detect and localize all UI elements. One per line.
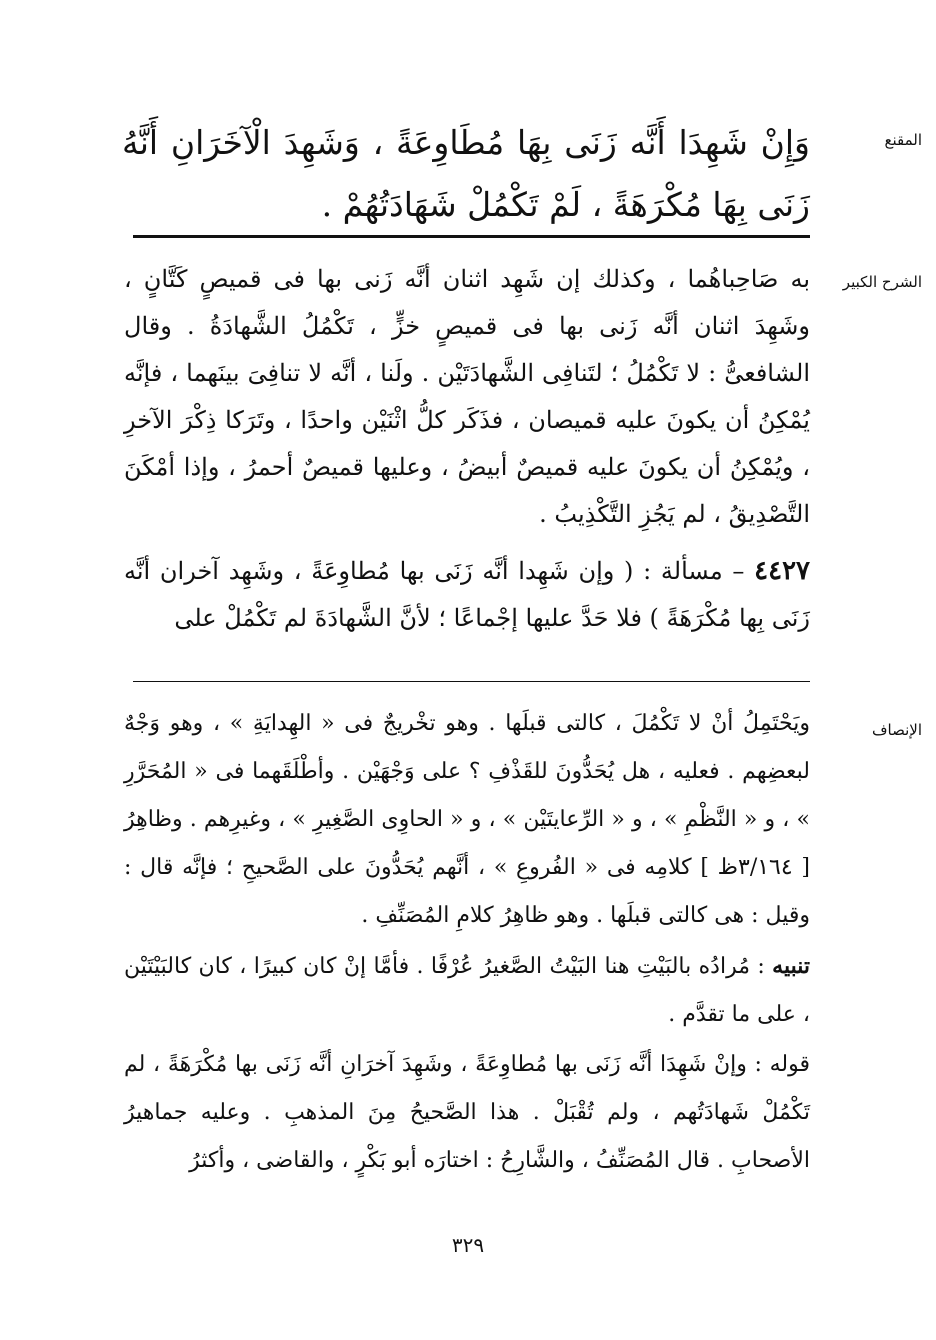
tanbih-text: : مُرادُه بالبَيْتِ هنا البَيْتُ الصَّغيرُ عُرْفًا . فأمَّا إنْ كان كبيرًا ، كان كالبَيْتَيْن ، على ما تقدَّم . <box>124 954 810 1027</box>
muqni-paragraph: وَإِنْ شَهِدَا أَنَّه زَنَى بِهَا مُطَاوِعَةً ، وَشَهِدَ الْآخَرَانِ أَنَّهُ زَنَى بِهَا مُكْرَهَةً ، لَمْ تَكْمُلْ شَهَادَتُهُمْ . <box>122 123 810 224</box>
tanbih-label: تنبيه <box>772 953 810 979</box>
tanbih-paragraph <box>124 942 810 1039</box>
masala-number: ٤٤٢٧ <box>754 556 810 586</box>
sharh-text <box>124 256 810 642</box>
masala-text: – مسألة : ( وإن شَهِدا أنَّه زَنَى بها مُطاوِعَةً ، وشَهِد آخران أنَّه زَنَى بِها مُكْرَهَةً ) فلا حَدَّ عليها إجْماعًا ؛ لأنَّ الشَّهادَةَ لم تَكْمُلْ على <box>124 557 810 632</box>
sharh-label: الشرح الكبير <box>842 273 922 291</box>
sharh-paragraph: به صَاحِباهُما ، وكذلك إن شَهِد اثنان أنَّه زَنى بها فى قميصٍ كَتَّانٍ ، وشَهِدَ اثنان أنَّه زَنى بها فى قميصٍ خزٍّ ، تَكْمُلُ الشَّهادَةُ . وقال الشافعىُّ : لا تَكْمُلُ ؛ لتَنافِى الشَّهادَتَيْن . ولَنا ، أنَّه لا تنافِىَ بينَهما ، فإنَّه يُمْكِنُ أن يكونَ عليه قميصان ، فذَكَر كلُّ اثْنَيْن واحدًا ، وتَرَكا ذِكْرَ الآخرِ ، ويُمْكِنُ أن يكونَ عليه قميصٌ أبيضُ ، وعليها قميصٌ أحمرُ ، وإذا أمْكَنَ التَّصْدِيقُ ، لم يَجُزِ التَّكْذِيبُ . <box>124 265 810 528</box>
insaf-paragraph: ويَحْتَمِلُ أنْ لا تَكْمُلَ ، كالتى قبلَها . وهو تخْريجٌ فى « الهِدايَةِ » ، وهو وَجْهٌ لبعضِهم . فعليه ، هل يُحَدُّونَ للقَذْفِ ؟ على وَجْهَيْن . وأطْلَقَهما فى « المُحَرَّرِ » ، و « النَّظْمِ » ، و « الرِّعايتَيْن » ، و « الحاوِى الصَّغِيرِ » ، وغيرِهم . وظاهِرُ [ ٣/١٦٤ظ ] كلامِه فى « الفُروعِ » ، أنَّهم يُحَدُّونَ على الصَّحيحِ ؛ فإنَّه قال : وقيل : هى كالتى قبلَها . وهو ظاهِرُ كلامِ المُصَنِّفِ . <box>124 711 811 928</box>
section-divider-thick <box>133 235 810 238</box>
section-divider-thin <box>133 681 810 682</box>
masala-paragraph <box>124 548 810 642</box>
qawl-paragraph: قوله : وإنْ شَهِدَا أنَّه زَنَى بها مُطاوِعَةً ، وشَهِدَ آخرَانِ أنَّه زَنَى بها مُكْرَهَةً ، لم تَكْمُلْ شَهادَتُهم ، ولم تُقْبَلْ . هذا الصَّحيحُ مِنَ المذهبِ . وعليه جماهيرُ الأصحابِ . قال المُصَنِّفُ ، والشَّارِحُ : اختارَه أبو بَكْرٍ ، والقاضى ، وأكثرُ <box>124 1052 810 1173</box>
muqni-text <box>122 112 810 236</box>
insaf-label: الإنصاف <box>871 721 922 739</box>
insaf-text <box>124 700 810 1185</box>
muqni-label: المقنع <box>884 131 922 149</box>
page-number: ٣٢٩ <box>451 1233 485 1257</box>
